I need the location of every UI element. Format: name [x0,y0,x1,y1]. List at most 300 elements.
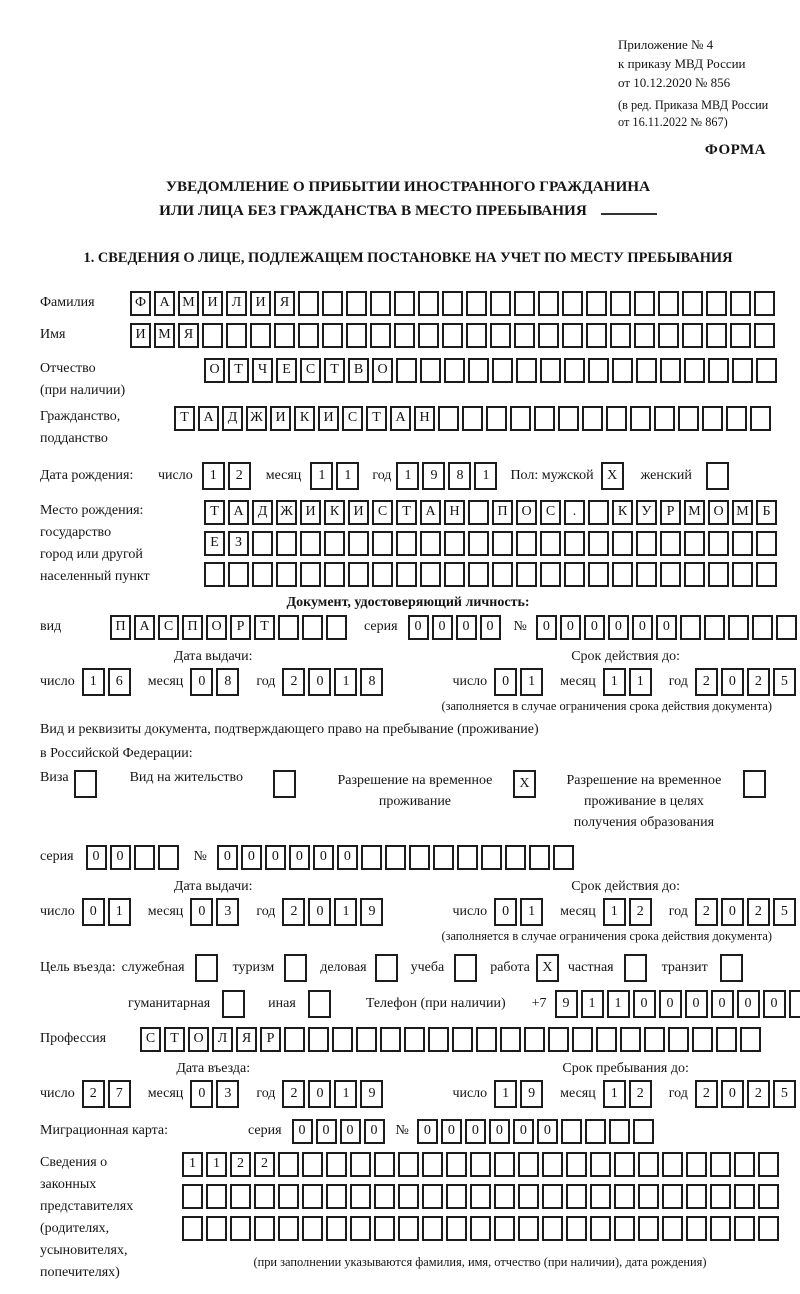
form-cell[interactable] [585,1119,606,1144]
form-cell[interactable] [446,1184,467,1209]
form-cell[interactable]: 0 [608,615,629,640]
form-cell[interactable] [254,1216,275,1241]
form-cell[interactable] [566,1216,587,1241]
form-cell[interactable]: З [228,531,249,556]
form-cell[interactable]: Я [236,1027,257,1052]
form-cell[interactable] [302,615,323,640]
form-cell[interactable]: Д [222,406,243,431]
form-cell[interactable]: 0 [633,990,656,1018]
form-cell[interactable] [734,1152,755,1177]
form-cell[interactable] [596,1027,617,1052]
form-cell[interactable]: X [601,462,624,490]
form-cell[interactable]: М [154,323,175,348]
form-cell[interactable] [588,500,609,525]
form-cell[interactable]: К [612,500,633,525]
form-cell[interactable]: 0 [494,668,517,696]
form-cell[interactable]: Е [276,358,297,383]
form-cell[interactable] [300,562,321,587]
form-cell[interactable]: 1 [607,990,630,1018]
form-cell[interactable] [612,531,633,556]
form-cell[interactable]: 2 [747,898,770,926]
form-cell[interactable] [538,291,559,316]
form-cell[interactable] [516,358,537,383]
form-cell[interactable]: 5 [773,1080,796,1108]
form-cell[interactable]: И [250,291,271,316]
form-cell[interactable]: Б [756,500,777,525]
form-cell[interactable]: 0 [86,845,107,870]
form-cell[interactable] [572,1027,593,1052]
form-cell[interactable] [374,1216,395,1241]
form-cell[interactable] [704,615,725,640]
form-cell[interactable] [540,531,561,556]
form-cell[interactable] [789,990,800,1018]
form-cell[interactable]: И [348,500,369,525]
form-cell[interactable]: И [270,406,291,431]
form-cell[interactable] [662,1216,683,1241]
form-cell[interactable] [428,1027,449,1052]
form-cell[interactable]: 0 [441,1119,462,1144]
form-cell[interactable] [684,358,705,383]
form-cell[interactable]: М [178,291,199,316]
form-cell[interactable]: П [492,500,513,525]
form-cell[interactable]: 0 [584,615,605,640]
form-cell[interactable]: 1 [108,898,131,926]
form-cell[interactable] [708,531,729,556]
form-cell[interactable] [636,358,657,383]
form-cell[interactable] [300,531,321,556]
form-cell[interactable] [370,291,391,316]
form-cell[interactable] [590,1152,611,1177]
form-cell[interactable] [510,406,531,431]
form-cell[interactable]: 2 [629,898,652,926]
form-cell[interactable] [444,531,465,556]
form-cell[interactable] [514,291,535,316]
form-cell[interactable] [548,1027,569,1052]
form-cell[interactable]: 9 [520,1080,543,1108]
form-cell[interactable] [752,615,773,640]
form-cell[interactable]: П [182,615,203,640]
form-cell[interactable]: 0 [537,1119,558,1144]
form-cell[interactable] [728,615,749,640]
form-cell[interactable] [396,531,417,556]
form-cell[interactable]: С [300,358,321,383]
form-cell[interactable] [518,1216,539,1241]
form-cell[interactable]: Л [226,291,247,316]
form-cell[interactable] [634,323,655,348]
form-cell[interactable] [324,562,345,587]
form-cell[interactable]: 0 [190,668,213,696]
form-cell[interactable] [302,1184,323,1209]
form-cell[interactable] [398,1184,419,1209]
form-cell[interactable] [638,1184,659,1209]
form-cell[interactable] [620,1027,641,1052]
form-cell[interactable]: Ч [252,358,273,383]
form-cell[interactable]: 1 [82,668,105,696]
form-cell[interactable]: 0 [217,845,238,870]
form-cell[interactable] [446,1152,467,1177]
form-cell[interactable] [660,531,681,556]
form-cell[interactable] [468,500,489,525]
form-cell[interactable]: О [204,358,225,383]
form-cell[interactable] [706,323,727,348]
form-cell[interactable]: О [206,615,227,640]
form-cell[interactable]: 0 [432,615,453,640]
form-cell[interactable]: У [636,500,657,525]
form-cell[interactable] [586,291,607,316]
form-cell[interactable]: 7 [108,1080,131,1108]
form-cell[interactable] [612,562,633,587]
form-cell[interactable] [630,406,651,431]
form-cell[interactable]: Ф [130,291,151,316]
form-cell[interactable] [273,770,296,798]
form-cell[interactable] [457,845,478,870]
form-cell[interactable] [420,358,441,383]
form-cell[interactable] [380,1027,401,1052]
form-cell[interactable]: Я [274,291,295,316]
form-cell[interactable] [468,358,489,383]
form-cell[interactable]: 0 [190,1080,213,1108]
form-cell[interactable] [658,323,679,348]
form-cell[interactable]: О [188,1027,209,1052]
form-cell[interactable] [710,1216,731,1241]
form-cell[interactable]: 0 [494,898,517,926]
form-cell[interactable]: 2 [695,668,718,696]
form-cell[interactable]: X [536,954,559,982]
form-cell[interactable]: Л [212,1027,233,1052]
form-cell[interactable]: Р [660,500,681,525]
form-cell[interactable]: 0 [308,1080,331,1108]
form-cell[interactable] [284,954,307,982]
form-cell[interactable] [250,323,271,348]
form-cell[interactable]: 0 [656,615,677,640]
form-cell[interactable] [182,1184,203,1209]
form-cell[interactable] [730,291,751,316]
form-cell[interactable]: Т [204,500,225,525]
form-cell[interactable] [708,358,729,383]
form-cell[interactable] [420,531,441,556]
form-cell[interactable]: К [294,406,315,431]
form-cell[interactable] [396,562,417,587]
form-cell[interactable] [492,531,513,556]
form-cell[interactable]: Е [204,531,225,556]
form-cell[interactable]: 2 [629,1080,652,1108]
form-cell[interactable] [332,1027,353,1052]
form-cell[interactable] [274,323,295,348]
form-cell[interactable] [776,615,797,640]
form-cell[interactable]: 0 [737,990,760,1018]
form-cell[interactable]: Т [228,358,249,383]
form-cell[interactable] [442,323,463,348]
form-cell[interactable]: Я [178,323,199,348]
form-cell[interactable] [470,1152,491,1177]
form-cell[interactable]: О [516,500,537,525]
form-cell[interactable] [708,562,729,587]
form-cell[interactable]: 2 [747,668,770,696]
form-cell[interactable] [540,358,561,383]
form-cell[interactable] [470,1216,491,1241]
form-cell[interactable] [590,1184,611,1209]
form-cell[interactable]: 5 [773,898,796,926]
form-cell[interactable] [74,770,97,798]
form-cell[interactable] [732,562,753,587]
form-cell[interactable] [298,323,319,348]
form-cell[interactable]: 8 [360,668,383,696]
form-cell[interactable]: И [202,291,223,316]
form-cell[interactable]: Т [164,1027,185,1052]
form-cell[interactable] [660,358,681,383]
form-cell[interactable] [754,323,775,348]
form-cell[interactable]: 3 [216,898,239,926]
form-cell[interactable] [734,1184,755,1209]
form-cell[interactable]: И [130,323,151,348]
form-cell[interactable] [348,562,369,587]
form-cell[interactable] [324,531,345,556]
form-cell[interactable]: Р [260,1027,281,1052]
form-cell[interactable] [726,406,747,431]
form-cell[interactable] [476,1027,497,1052]
form-cell[interactable] [276,531,297,556]
form-cell[interactable]: 9 [360,898,383,926]
form-cell[interactable]: С [540,500,561,525]
form-cell[interactable]: 8 [448,462,471,490]
form-cell[interactable] [636,531,657,556]
form-cell[interactable] [606,406,627,431]
form-cell[interactable] [542,1152,563,1177]
form-cell[interactable] [230,1216,251,1241]
form-cell[interactable] [588,531,609,556]
form-cell[interactable] [468,531,489,556]
form-cell[interactable]: Т [324,358,345,383]
form-cell[interactable] [564,358,585,383]
form-cell[interactable]: 1 [182,1152,203,1177]
form-cell[interactable] [466,291,487,316]
form-cell[interactable] [553,845,574,870]
form-cell[interactable]: Н [444,500,465,525]
form-cell[interactable]: 1 [334,898,357,926]
form-cell[interactable] [326,615,347,640]
form-cell[interactable] [662,1184,683,1209]
form-cell[interactable]: 1 [334,668,357,696]
form-cell[interactable]: 0 [292,1119,313,1144]
form-cell[interactable] [750,406,771,431]
form-cell[interactable] [644,1027,665,1052]
form-cell[interactable]: 0 [316,1119,337,1144]
form-cell[interactable] [588,562,609,587]
form-cell[interactable]: 9 [360,1080,383,1108]
form-cell[interactable] [686,1184,707,1209]
form-cell[interactable] [730,323,751,348]
form-cell[interactable] [660,562,681,587]
form-cell[interactable]: 1 [334,1080,357,1108]
form-cell[interactable] [732,531,753,556]
form-cell[interactable] [680,615,701,640]
form-cell[interactable] [518,1152,539,1177]
form-cell[interactable]: М [732,500,753,525]
form-cell[interactable]: И [318,406,339,431]
form-cell[interactable]: 0 [632,615,653,640]
form-cell[interactable] [252,562,273,587]
form-cell[interactable] [494,1152,515,1177]
form-cell[interactable]: 2 [282,898,305,926]
form-cell[interactable]: 1 [336,462,359,490]
form-cell[interactable]: 0 [308,668,331,696]
form-cell[interactable] [684,562,705,587]
form-cell[interactable]: С [342,406,363,431]
form-cell[interactable] [326,1152,347,1177]
form-cell[interactable] [396,358,417,383]
form-cell[interactable] [356,1027,377,1052]
form-cell[interactable]: 0 [763,990,786,1018]
form-cell[interactable] [561,1119,582,1144]
form-cell[interactable]: 0 [313,845,334,870]
form-cell[interactable] [350,1184,371,1209]
form-cell[interactable] [394,323,415,348]
form-cell[interactable] [542,1184,563,1209]
form-cell[interactable]: 1 [474,462,497,490]
form-cell[interactable]: 2 [282,1080,305,1108]
form-cell[interactable] [518,1184,539,1209]
form-cell[interactable]: А [228,500,249,525]
form-cell[interactable] [612,358,633,383]
form-cell[interactable] [654,406,675,431]
form-cell[interactable] [732,358,753,383]
form-cell[interactable] [444,358,465,383]
form-cell[interactable] [226,323,247,348]
form-cell[interactable]: 0 [513,1119,534,1144]
form-cell[interactable] [284,1027,305,1052]
form-cell[interactable] [308,990,331,1018]
form-cell[interactable] [422,1216,443,1241]
form-cell[interactable] [398,1152,419,1177]
form-cell[interactable] [466,323,487,348]
form-cell[interactable]: Т [366,406,387,431]
form-cell[interactable]: 2 [282,668,305,696]
form-cell[interactable]: 1 [206,1152,227,1177]
form-cell[interactable]: А [134,615,155,640]
form-cell[interactable] [404,1027,425,1052]
form-cell[interactable]: В [348,358,369,383]
form-cell[interactable]: Т [396,500,417,525]
form-cell[interactable]: 0 [721,1080,744,1108]
form-cell[interactable] [524,1027,545,1052]
form-cell[interactable] [756,531,777,556]
form-cell[interactable]: 1 [310,462,333,490]
form-cell[interactable] [614,1152,635,1177]
form-cell[interactable] [529,845,550,870]
form-cell[interactable] [614,1184,635,1209]
form-cell[interactable] [702,406,723,431]
form-cell[interactable]: 2 [230,1152,251,1177]
form-cell[interactable] [422,1184,443,1209]
form-cell[interactable] [298,291,319,316]
form-cell[interactable] [433,845,454,870]
form-cell[interactable]: С [140,1027,161,1052]
form-cell[interactable] [706,462,729,490]
form-cell[interactable] [678,406,699,431]
form-cell[interactable] [276,562,297,587]
form-cell[interactable] [454,954,477,982]
form-cell[interactable] [468,562,489,587]
form-cell[interactable] [534,406,555,431]
form-cell[interactable] [706,291,727,316]
form-cell[interactable] [682,323,703,348]
form-cell[interactable]: 1 [581,990,604,1018]
form-cell[interactable]: 0 [659,990,682,1018]
form-cell[interactable] [662,1152,683,1177]
form-cell[interactable] [278,615,299,640]
form-cell[interactable] [492,358,513,383]
form-cell[interactable] [350,1216,371,1241]
form-cell[interactable]: 0 [190,898,213,926]
form-cell[interactable]: А [390,406,411,431]
form-cell[interactable]: . [564,500,585,525]
form-cell[interactable] [361,845,382,870]
form-cell[interactable] [326,1184,347,1209]
form-cell[interactable] [228,562,249,587]
form-cell[interactable]: Р [230,615,251,640]
form-cell[interactable]: 1 [603,1080,626,1108]
form-cell[interactable]: 1 [520,668,543,696]
form-cell[interactable] [494,1184,515,1209]
form-cell[interactable]: 2 [82,1080,105,1108]
form-cell[interactable] [202,323,223,348]
form-cell[interactable]: 1 [603,898,626,926]
form-cell[interactable] [375,954,398,982]
form-cell[interactable]: 9 [422,462,445,490]
form-cell[interactable]: Ж [246,406,267,431]
form-cell[interactable]: И [300,500,321,525]
form-cell[interactable]: 0 [489,1119,510,1144]
form-cell[interactable]: 0 [265,845,286,870]
form-cell[interactable]: 0 [364,1119,385,1144]
form-cell[interactable] [686,1216,707,1241]
form-cell[interactable]: X [513,770,536,798]
form-cell[interactable] [418,323,439,348]
form-cell[interactable] [514,323,535,348]
form-cell[interactable]: 2 [254,1152,275,1177]
form-cell[interactable] [588,358,609,383]
form-cell[interactable] [326,1216,347,1241]
form-cell[interactable] [470,1184,491,1209]
form-cell[interactable] [710,1184,731,1209]
form-cell[interactable] [195,954,218,982]
form-cell[interactable]: Ж [276,500,297,525]
form-cell[interactable] [446,1216,467,1241]
form-cell[interactable]: 1 [520,898,543,926]
form-cell[interactable]: 1 [396,462,419,490]
form-cell[interactable]: С [158,615,179,640]
form-cell[interactable] [486,406,507,431]
form-cell[interactable] [540,562,561,587]
form-cell[interactable] [374,1184,395,1209]
form-cell[interactable] [252,531,273,556]
form-cell[interactable]: Т [254,615,275,640]
form-cell[interactable] [394,291,415,316]
form-cell[interactable]: Н [414,406,435,431]
form-cell[interactable]: 6 [108,668,131,696]
form-cell[interactable]: 5 [773,668,796,696]
form-cell[interactable] [134,845,155,870]
form-cell[interactable] [658,291,679,316]
form-cell[interactable] [278,1152,299,1177]
form-cell[interactable] [562,291,583,316]
form-cell[interactable]: А [198,406,219,431]
form-cell[interactable] [372,531,393,556]
form-cell[interactable] [638,1152,659,1177]
form-cell[interactable] [610,323,631,348]
form-cell[interactable] [462,406,483,431]
form-cell[interactable] [638,1216,659,1241]
